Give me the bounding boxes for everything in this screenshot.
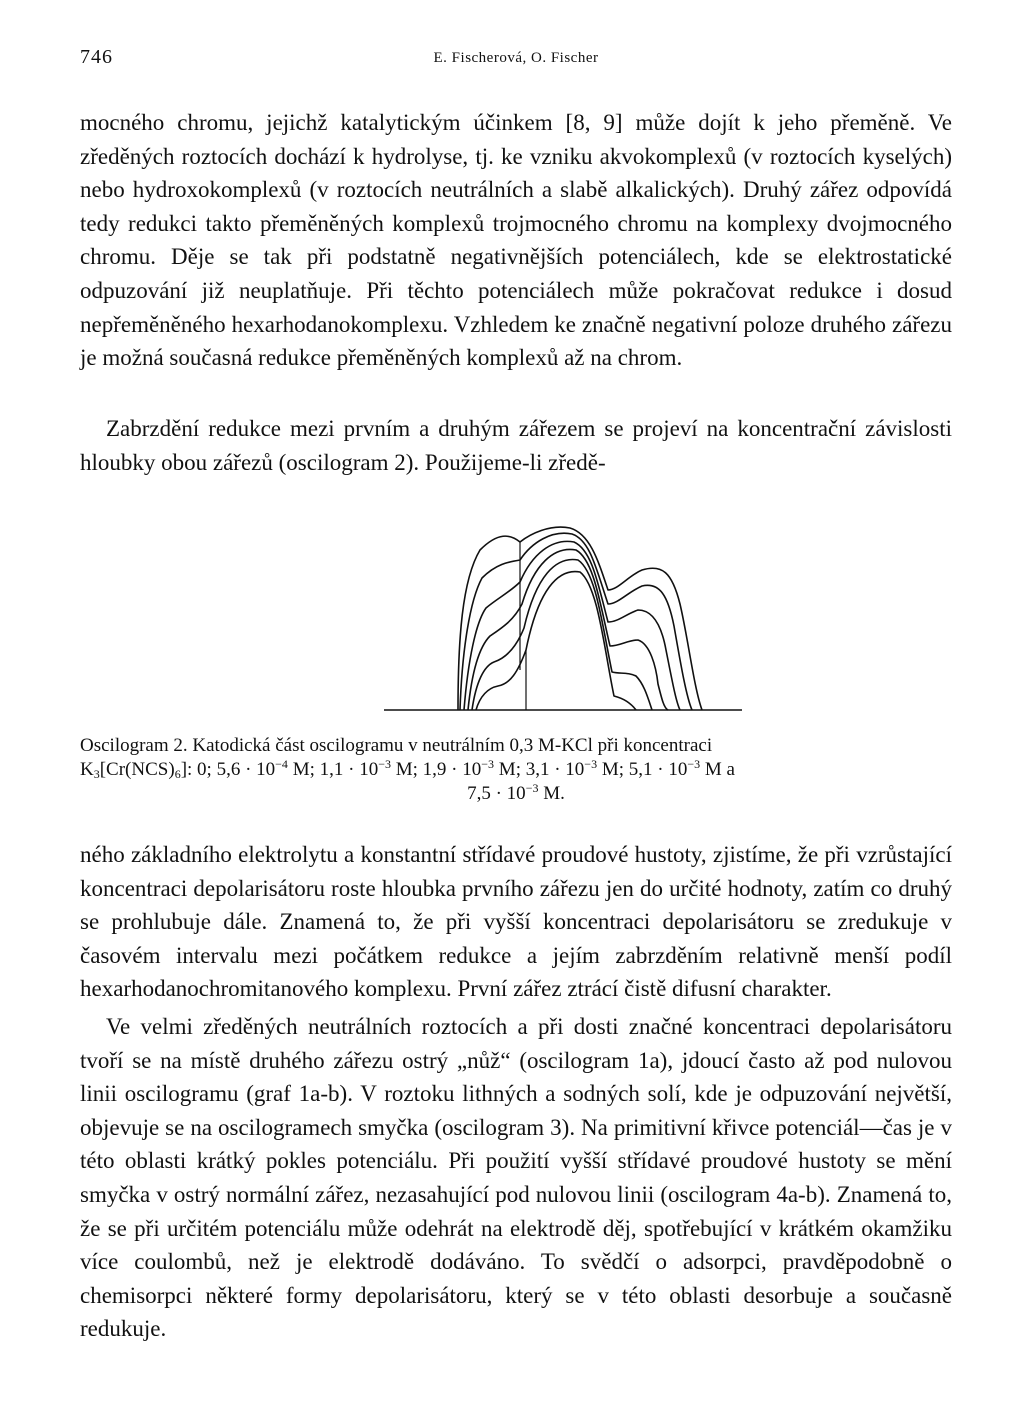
conc-2: 1,1 · 10 [319, 759, 379, 780]
unit-2: M [395, 759, 413, 780]
page-header [80, 46, 952, 74]
conc-1: 5,6 · 10 [216, 759, 276, 780]
sep-3: ; [515, 759, 526, 780]
running-head: E. Fischerová, O. Fischer [433, 50, 599, 66]
oscillogram-drawing [380, 520, 746, 720]
and-word: a [721, 759, 735, 780]
conc-5: 5,1 · 10 [628, 759, 688, 780]
caption-line-1: Oscilogram 2. Katodická část oscilogramu v neutrálním 0,3 M-KCl při koncentraci [80, 735, 713, 756]
unit-1: M [292, 759, 310, 780]
conc-1-exp: −4 [275, 757, 288, 771]
page-number: 746 [80, 46, 113, 68]
oscillogram-curve-6 [476, 572, 636, 710]
unit-6: M [543, 783, 561, 804]
oscillogram-curve-1 [458, 527, 702, 710]
paragraph-2: Zabrzdění redukce mezi prvním a druhým zářezem se projeví na koncentrační závislosti hloubky obou zářezů (oscilogram 2). Použijeme-li zředě- [80, 416, 952, 475]
paragraph-3: ného základního elektrolytu a konstantní střídavé proudové hustoty, zjistíme, že při vzrůstající koncentraci depolarisátoru roste hloubka prvního zářezu jen do určité hodnoty, zatím co druhý se prohlubuje dále. Znamená to, že při vyšší koncentraci depolarisátoru se zredukuje v časovém intervalu mezi počátkem redukce a jejím zabrzděním relativně menší podíl hexarhodanochromitanového komplexu. První zářez ztrácí čistě difusní charakter. [80, 842, 952, 1002]
paragraph-4: Ve velmi zředěných neutrálních roztocích a při dosti značné koncentraci depolarisátoru tvoří se na místě druhého zářezu ostrý „nůž“ (oscilogram 1a), jdoucí často až pod nulovou linii oscilogramu (graf 1a-b). V roztoku lithných a sodných solí, kde je odpuzování největší, objevuje se na oscilogramech smyčka (oscilogram 3). Na primitivní křivce potenciál—čas je v této oblasti krátký pokles potenciálu. Při použití vyšší střídavé proudové hustoty se mění smyčka v ostrý normální zářez, nezasahující pod nulovou linii (oscilogram 4a-b). Znamená to, že se při určitém potenciálu může odehrát na elektrodě děj, spotřebující v krátkém okamžiku více coulombů, než je elektrodě dodáváno. To svědčí o adsorpci, pravděpodobně o chemisorpci některé formy depolarisátoru, který se v této oblasti desorbuje a současně redukuje. [80, 1014, 952, 1342]
formula-close: ]: 0; [180, 759, 217, 780]
caption-line-3: $7,5 \cdot 10^{-3}$ M. [467, 781, 565, 804]
conc-3-exp: −3 [481, 757, 495, 771]
formula-k-sub: 3 [93, 767, 100, 781]
formula-k: K [80, 759, 94, 780]
conc-3: 1,9 · 10 [422, 759, 482, 780]
sep-2: ; [412, 759, 423, 780]
figure-caption [80, 734, 952, 806]
formula-open: [Cr(NCS) [99, 759, 175, 780]
caption-line-2 [80, 758, 952, 782]
conc-4-exp: −3 [584, 757, 598, 771]
paragraph-1: mocného chromu, jejichž katalytickým účinkem [8, 9] může dojít k jeho přeměně. Ve zředěných roztocích dochází k hydrolyse, tj. ke vzniku akvokomplexů (v roztocích kyselých) nebo hydroxokomplexů (v roztocích neutrálních a slabě alkalických). Druhý zářez odpovídá tedy redukci takto přeměněných komplexů trojmocného chromu na komplexy dvojmocného chromu. Děje se tak při podstatně negativnějších potenciálech, kde se elektrostatické odpuzování již neuplatňuje. Při těchto potenciálech může pokračovat redukce i dosud nepřeměněného hexarhodanokomplexu. Vzhledem ke značně negativní poloze druhého zářezu je možná současná redukce přeměněných komplexů až na chrom. [80, 110, 952, 371]
conc-6-exp: −3 [525, 781, 539, 795]
unit-5: M [704, 759, 722, 780]
formula-ncs-sub: 6 [174, 767, 181, 781]
unit-4: M [601, 759, 619, 780]
conc-4: 3,1 · 10 [525, 759, 585, 780]
conc-2-exp: −3 [378, 757, 391, 771]
sep-4: ; [618, 759, 629, 780]
oscillogram-2-figure [380, 520, 746, 720]
sep-1: ; [309, 759, 320, 780]
unit-3: M [498, 759, 516, 780]
conc-5-exp: −3 [687, 757, 701, 771]
conc-6: 7,5 · 10 [467, 783, 526, 804]
